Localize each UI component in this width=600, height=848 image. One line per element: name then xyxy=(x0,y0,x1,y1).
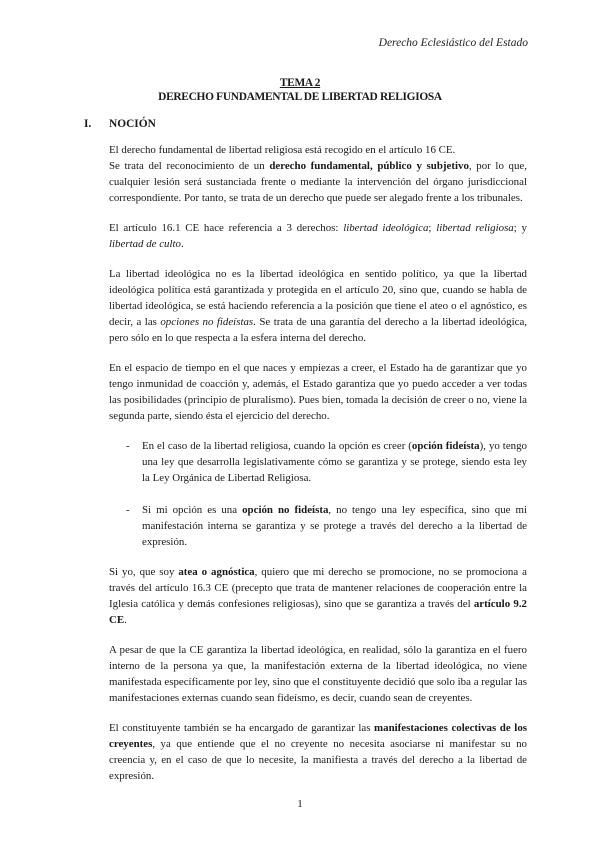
text-run: En el caso de la libertad religiosa, cuando la opción es creer ( xyxy=(142,440,412,452)
paragraph xyxy=(109,564,527,628)
emphasis: libertad de culto xyxy=(109,238,181,250)
section-heading xyxy=(84,118,156,130)
text-run: El constituyente también se ha encargado de garantizar las xyxy=(109,722,375,734)
emphasis: artículo 9.2 CE xyxy=(109,598,527,626)
emphasis: opción no fideísta xyxy=(242,504,329,516)
text-run: Si mi opción es una xyxy=(142,504,243,516)
bullet-dash: - xyxy=(126,440,130,452)
title-block xyxy=(0,76,600,105)
emphasis: libertad ideológica xyxy=(343,222,429,234)
emphasis: opciones no fideístas xyxy=(160,316,254,328)
text-run: ; y xyxy=(513,222,527,234)
text-run: La libertad ideológica no es la libertad ideológica en sentido político, ya que la libertad ideológica política está garantizada y protegida en el artículo 20, sino que, cuando se habla de libertad ideológica, se está haciendo referencia a la posición que tiene el ateo o el agnóstico, es decir, a las xyxy=(109,268,527,328)
text-run: , ya que entiende que el no creyente no necesita asociarse ni manifestar su no creencia y, en el caso de que lo necesite, la manifiesta a través del derecho a la libertad de expresión. xyxy=(109,738,527,782)
emphasis: opción fideísta xyxy=(411,440,480,452)
paragraph: A pesar de que la CE garantiza la libertad ideológica, en realidad, sólo la garantiza en el fuero interno de la persona ya que, la manifestación externa de la libertad ideológica, no viene manifestada específicamente por ley, sino que el constituyente decidió que solo iba a regular las manifestaciones externas cuando sean fideísmo, es decir, cuando sean de creyentes. xyxy=(109,644,527,704)
page-number: 1 xyxy=(297,798,303,810)
text-run: ; xyxy=(428,222,437,234)
list-item xyxy=(109,438,527,486)
text-run: El artículo 16.1 CE hace referencia a 3 derechos: xyxy=(109,222,344,234)
paragraph: En el espacio de tiempo en el que naces y empiezas a creer, el Estado ha de garantizar que yo tengo inmunidad de coacción y, además, el Estado garantiza que yo puedo acceder a ver todas las posibilidades (principio de pluralismo). Pues bien, tomada la decisión de creer o no, viene la segunda parte, siendo ésta el ejercicio del derecho. xyxy=(109,362,527,422)
section-title: NOCIÓN xyxy=(109,118,156,130)
chapter-number: TEMA 2 xyxy=(279,77,321,89)
text-run: . xyxy=(181,238,184,250)
emphasis: derecho fundamental, público y subjetivo xyxy=(269,160,469,172)
running-header: Derecho Eclesiástico del Estado xyxy=(378,37,528,49)
text-run: Si yo, que soy xyxy=(109,566,179,578)
emphasis: libertad religiosa xyxy=(436,222,514,234)
sentence: El derecho fundamental de libertad religiosa está recogido en el artículo 16 CE. xyxy=(109,144,456,156)
text-run: , por lo que, cualquier lesión será sustanciada frente o mediante la intervención del órgano jurisdiccional correspondiente. Por tanto, se trata de un derecho que puede ser alegado frente a los tribunales. xyxy=(109,160,527,204)
text-run: ), yo tengo una ley que desarrolla legislativamente cómo se garantiza y se protege, siendo esta ley la Ley Orgánica de Libertad Religiosa. xyxy=(142,440,528,484)
emphasis: manifestaciones colectivas de los creyentes xyxy=(109,722,528,750)
bullet-list xyxy=(109,438,527,550)
body-text xyxy=(109,142,527,784)
emphasis: atea o agnóstica xyxy=(178,566,255,578)
text-run: , no tengo una ley específica, sino que mi manifestación interna se garantiza y se protege a través del derecho a la libertad de expresión. xyxy=(142,504,527,548)
paragraph xyxy=(109,142,527,206)
bullet-dash: - xyxy=(126,504,130,516)
text-run: . xyxy=(124,614,127,626)
chapter-title: DERECHO FUNDAMENTAL DE LIBERTAD RELIGIOSA xyxy=(158,91,442,103)
paragraph xyxy=(109,220,527,252)
text-run: , quiero que mi derecho se promocione, no se promociona a través del artículo 16.3 CE (precepto que trata de mantener relaciones de cooperación entre la Iglesia católica y demás confesiones religiosas), sino que se garantiza a través del xyxy=(109,566,527,610)
text-run: . Se trata de una garantía del derecho a la libertad ideológica, pero sólo en lo que respecta a la esfera interna del derecho. xyxy=(109,316,527,344)
paragraph xyxy=(109,720,527,784)
text-run: Se trata del reconocimiento de un xyxy=(109,160,270,172)
section-number: I. xyxy=(84,118,92,130)
list-item xyxy=(109,502,527,550)
paragraph xyxy=(109,266,527,346)
